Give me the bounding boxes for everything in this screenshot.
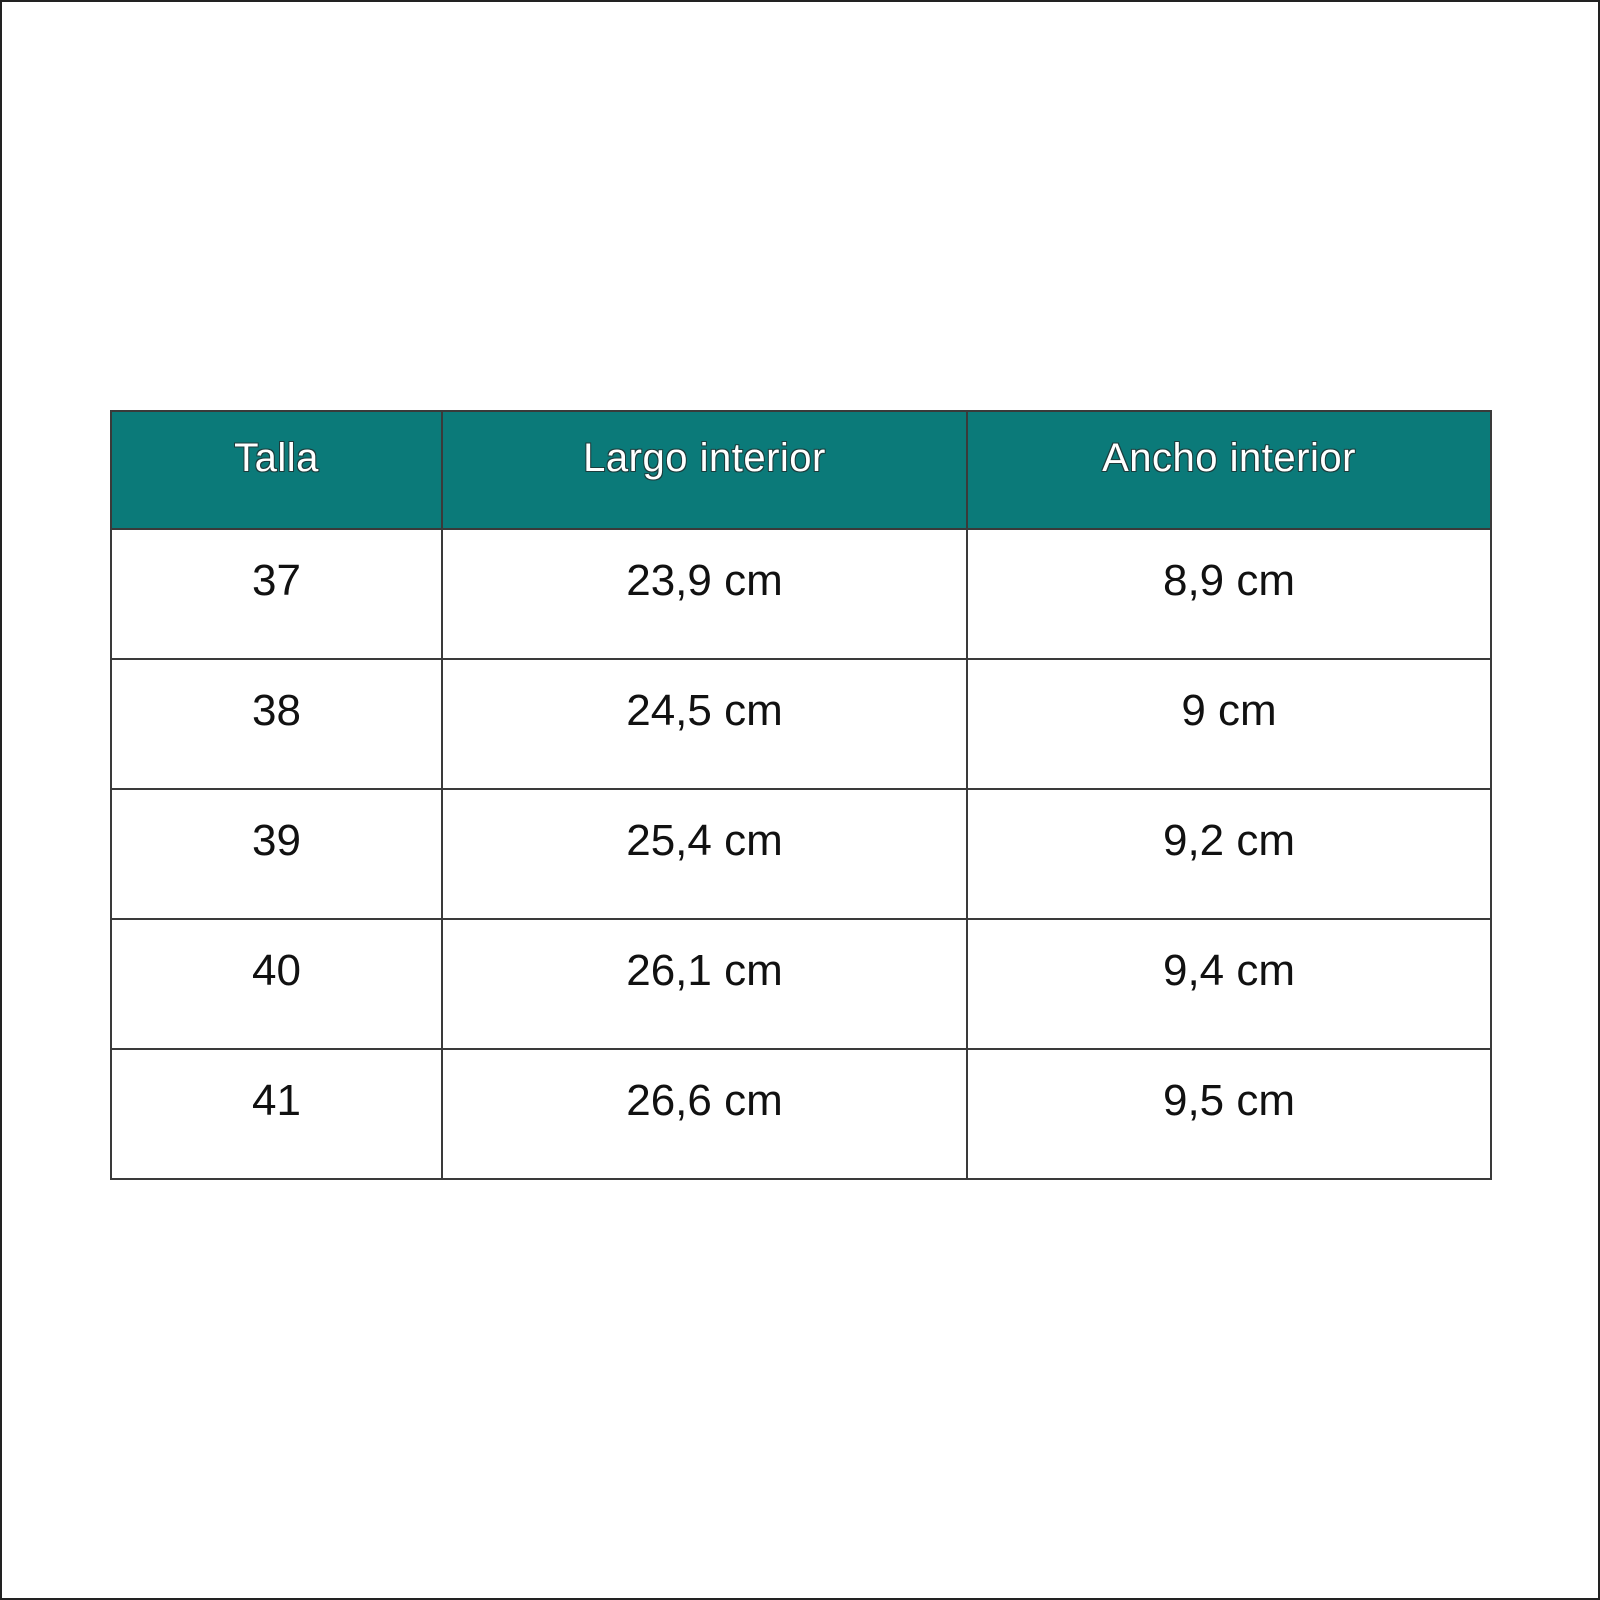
header-largo-interior: Largo interior — [442, 411, 967, 529]
header-talla: Talla — [111, 411, 442, 529]
ancho-cell: 8,9 cm — [967, 529, 1491, 659]
talla-cell: 41 — [111, 1049, 442, 1179]
table-header-row — [111, 411, 1491, 529]
header-ancho-interior: Ancho interior — [967, 411, 1491, 529]
talla-cell: 39 — [111, 789, 442, 919]
talla-cell: 38 — [111, 659, 442, 789]
ancho-cell: 9,4 cm — [967, 919, 1491, 1049]
table-row — [111, 919, 1491, 1049]
largo-cell: 25,4 cm — [442, 789, 967, 919]
size-table — [110, 410, 1492, 1180]
largo-cell: 23,9 cm — [442, 529, 967, 659]
ancho-cell: 9,2 cm — [967, 789, 1491, 919]
largo-cell: 26,1 cm — [442, 919, 967, 1049]
table-row — [111, 659, 1491, 789]
largo-cell: 24,5 cm — [442, 659, 967, 789]
table-row — [111, 789, 1491, 919]
largo-cell: 26,6 cm — [442, 1049, 967, 1179]
table-row — [111, 529, 1491, 659]
table-row — [111, 1049, 1491, 1179]
ancho-cell: 9,5 cm — [967, 1049, 1491, 1179]
talla-cell: 40 — [111, 919, 442, 1049]
talla-cell: 37 — [111, 529, 442, 659]
ancho-cell: 9 cm — [967, 659, 1491, 789]
